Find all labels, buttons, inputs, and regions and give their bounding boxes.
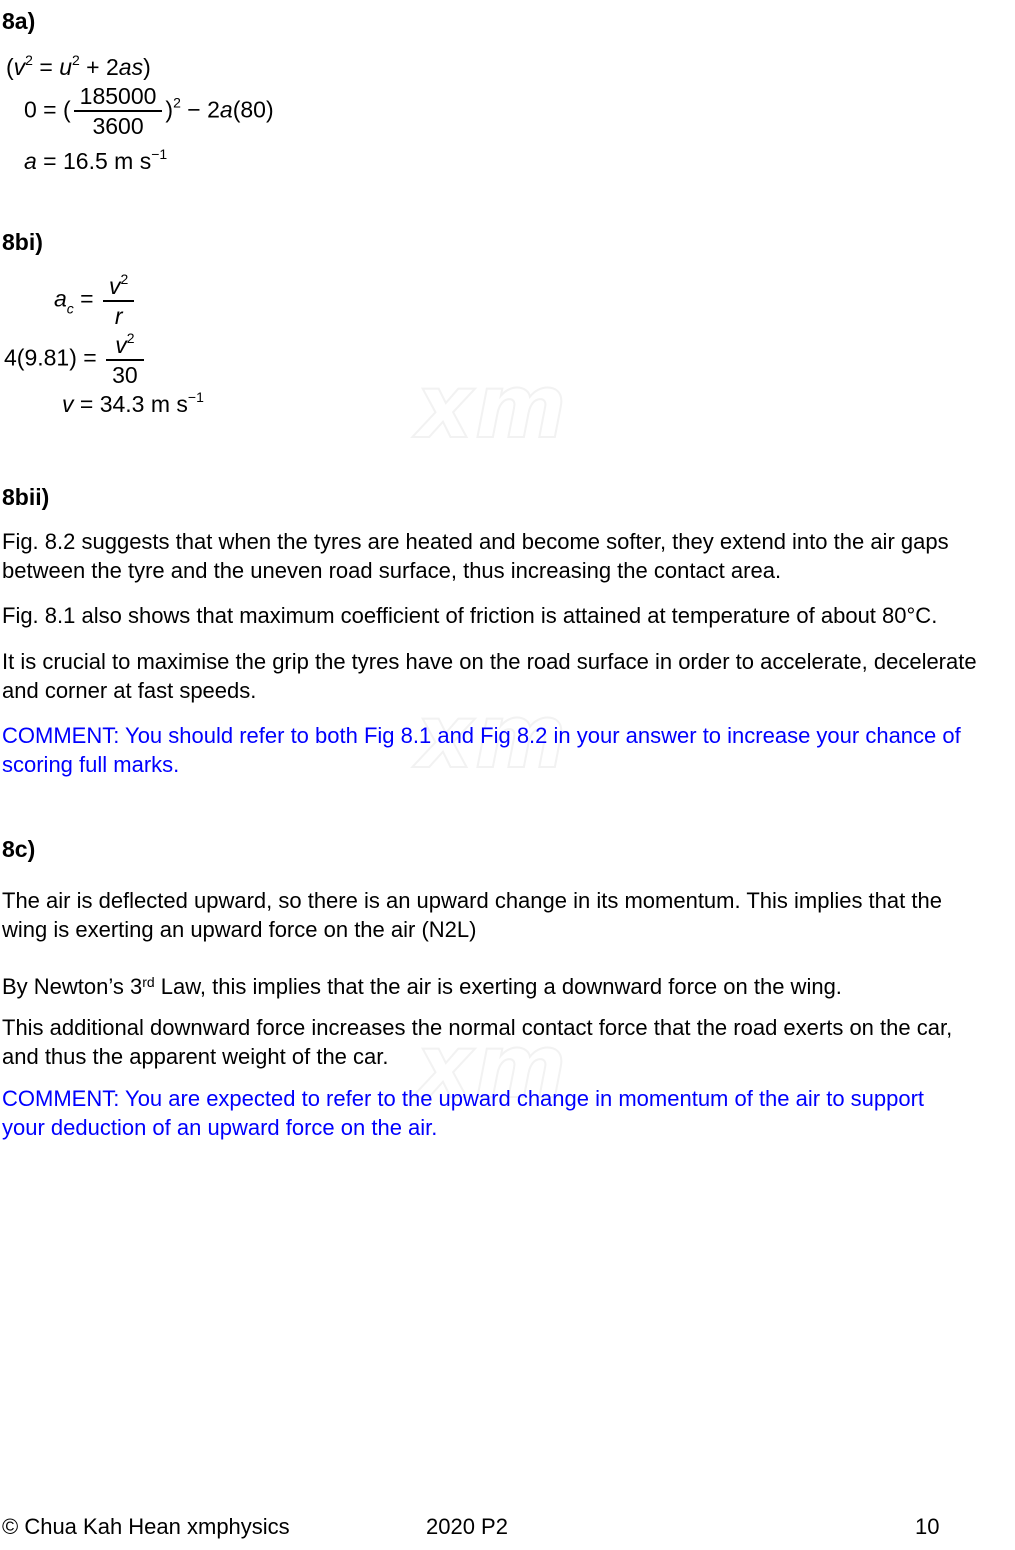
text-line: scoring full marks. bbox=[2, 751, 180, 777]
text-line: Fig. 8.2 suggests that when the tyres are heated and become softer, they extend into the air gaps bbox=[2, 528, 949, 554]
math-token: 2 bbox=[71, 52, 80, 68]
text-line: Fig. 8.1 also shows that maximum coefficient of friction is attained at temperature of about 80°C. bbox=[2, 602, 938, 628]
equation-centripetal bbox=[54, 271, 1013, 330]
math-token: u bbox=[59, 54, 72, 80]
answer-paragraph bbox=[2, 601, 1013, 630]
footer-page-number: 10 bbox=[915, 1514, 940, 1539]
text-line: between the tyre and the uneven road surface, thus increasing the contact area. bbox=[2, 557, 782, 583]
math-token: a bbox=[54, 285, 67, 312]
question-heading-8c: 8c) bbox=[2, 835, 36, 862]
math-token: + 2 bbox=[79, 54, 119, 80]
equation-acceleration-result bbox=[24, 146, 1013, 175]
footer-paper-label: 2020 P2 bbox=[426, 1514, 508, 1539]
fraction-denominator bbox=[74, 112, 163, 139]
math-token: ) bbox=[143, 54, 151, 80]
math-token: (80) bbox=[232, 96, 274, 123]
fraction-numerator bbox=[103, 271, 134, 302]
fraction bbox=[74, 83, 163, 140]
text-line: The air is deflected upward, so there is an upward change in its momentum. This implies that the bbox=[2, 887, 942, 913]
fraction bbox=[103, 271, 134, 330]
math-token: v bbox=[13, 54, 26, 80]
question-heading-8bi: 8bi) bbox=[2, 228, 43, 255]
equation-suvat bbox=[6, 52, 1013, 81]
math-token: 30 bbox=[112, 362, 138, 389]
equation-centripetal-substitution bbox=[4, 330, 1013, 389]
page-footer bbox=[0, 1512, 1015, 1542]
text-line: COMMENT: You should refer to both Fig 8.1 and Fig 8.2 in your answer to increase your chance of bbox=[2, 722, 961, 748]
xmphysics-watermark: xm bbox=[416, 1015, 569, 1118]
text-line: COMMENT: You are expected to refer to the upward change in momentum of the air to support bbox=[2, 1085, 925, 1111]
math-token: v bbox=[115, 331, 127, 358]
math-token: c bbox=[66, 300, 74, 317]
math-token: −1 bbox=[187, 388, 204, 405]
math-token: v bbox=[62, 390, 74, 417]
text-line: your deduction of an upward force on the air. bbox=[2, 1114, 438, 1140]
question-heading-8a: 8a) bbox=[2, 8, 36, 34]
fraction-numerator bbox=[106, 330, 144, 361]
math-token: 2 bbox=[25, 52, 33, 68]
question-heading-8bii: 8bii) bbox=[2, 483, 50, 510]
math-token: −1 bbox=[151, 145, 168, 162]
text-line: It is crucial to maximise the grip the tyres have on the road surface in order to accelerate, decelerate bbox=[2, 648, 977, 674]
math-token: 185000 bbox=[79, 83, 157, 109]
ordinal-superscript: rd bbox=[142, 973, 155, 990]
math-token: 2 bbox=[126, 329, 135, 346]
text-line: This additional downward force increases the normal contact force that the road exerts on the car, bbox=[2, 1014, 953, 1040]
text-run: By Newton’s 3 bbox=[2, 973, 143, 999]
xmphysics-watermark: xm bbox=[416, 685, 569, 788]
math-token: ( bbox=[6, 54, 14, 80]
math-token: − 2 bbox=[180, 96, 220, 123]
comment-paragraph bbox=[2, 1084, 1013, 1142]
xmphysics-watermark: xm bbox=[416, 355, 569, 458]
text-line: wing is exerting an upward force on the air (N2L) bbox=[2, 916, 477, 942]
equation-speed-result bbox=[62, 389, 1013, 418]
math-token: r bbox=[114, 303, 123, 330]
fraction-denominator bbox=[103, 302, 134, 329]
comment-paragraph bbox=[2, 721, 1013, 779]
text-run: Law, this implies that the air is exerting a downward force on the wing. bbox=[154, 973, 842, 999]
math-token: 3600 bbox=[92, 113, 144, 140]
answer-paragraph bbox=[2, 527, 1013, 585]
math-token: v bbox=[109, 272, 121, 299]
math-token: 2 bbox=[120, 270, 129, 287]
text-line: and thus the apparent weight of the car. bbox=[2, 1043, 389, 1069]
math-token: a bbox=[24, 147, 37, 174]
text-line: and corner at fast speeds. bbox=[2, 677, 257, 703]
math-token: 2 bbox=[173, 94, 181, 111]
fraction-numerator bbox=[74, 83, 163, 112]
equation-substitution bbox=[24, 83, 1013, 140]
text-line bbox=[2, 968, 1013, 1001]
math-token: = bbox=[32, 54, 60, 80]
math-token: 0 = ( bbox=[24, 96, 71, 123]
footer-copyright: © Chua Kah Hean xmphysics bbox=[2, 1514, 290, 1539]
math-token: = bbox=[73, 285, 101, 312]
answer-paragraph bbox=[2, 1013, 1013, 1071]
math-token: 4(9.81) = bbox=[4, 344, 104, 371]
answer-paragraph bbox=[2, 886, 1013, 944]
fraction-denominator bbox=[106, 361, 144, 388]
math-token: = 34.3 m s bbox=[73, 390, 188, 417]
math-token: = 16.5 m s bbox=[36, 147, 152, 174]
answer-paragraph bbox=[2, 647, 1013, 705]
answer-paragraph bbox=[2, 968, 1013, 1001]
math-token: ) bbox=[165, 96, 174, 123]
math-token: as bbox=[118, 54, 144, 80]
math-token: a bbox=[219, 96, 233, 123]
fraction bbox=[106, 330, 144, 389]
